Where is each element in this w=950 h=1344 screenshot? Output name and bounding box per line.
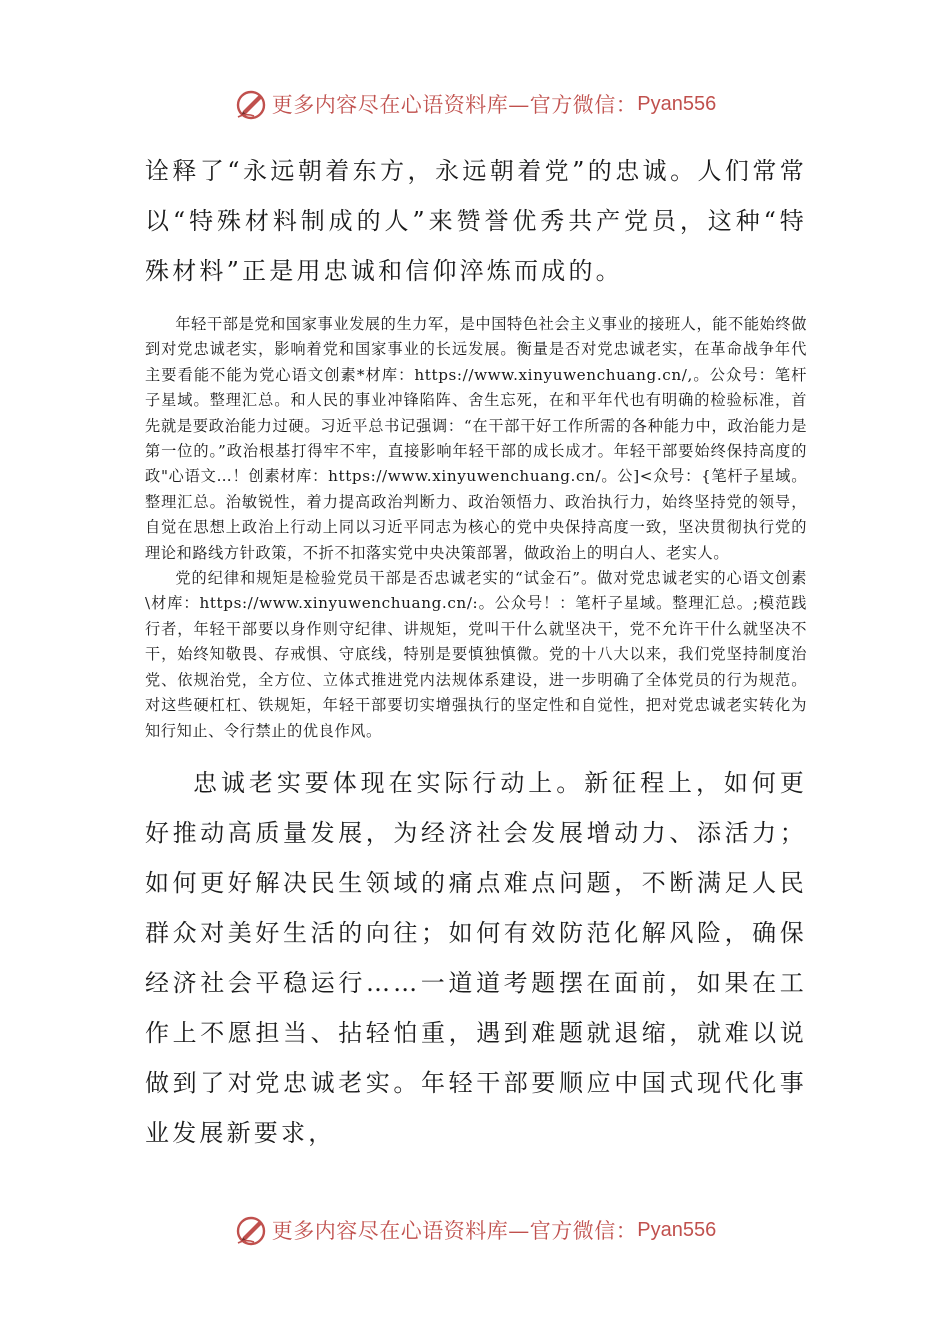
banner-wechat-id: Pyan556 [637,92,717,115]
banner-text: 更多内容尽在心语资料库—官方微信： [271,1219,638,1243]
paragraph-2: 年轻干部是党和国家事业发展的生力军，是中国特色社会主义事业的接班人，能不能始终做到对党忠诚老实，影响着党和国家事业的长远发展。衡量是否对党忠诚老实，在革命战争年代主要看能不能为党心语文创素*材库：https://www.xinyuwenchuang.cn/,。公众号：笔杆子星域。整理汇总。和人民的事业冲锋陷阵、舍生忘死，在和平年代也有明确的检验标准，首先就是要政治能力过硬。习近平总书记强调：“在干部干好工作所需的各种能力中，政治能力是第一位的。”政治根基打得牢不牢，直接影响年轻干部的成长成才。年轻干部要始终保持高度的政"心语文…！创素材库：https://www.xinyuwenchuang.cn/。公]<众号：{笔杆子星域。整理汇总。治敏锐性，着力提高政治判断力、政治领悟力、政治执行力，始终坚持党的领导，自觉在思想上政治上行动上同以习近平同志为核心的党中央保持高度一致，坚决贯彻执行党的理论和路线方针政策，不折不扣落实党中央决策部署，做政治上的明白人、老实人。 [145,315,807,562]
footer-banner [0,1210,950,1250]
paragraph-4: 忠诚老实要体现在实际行动上。新征程上，如何更好推动高质量发展，为经济社会发展增动力、添活力；如何更好解决民生领域的痛点难点问题，不断满足人民群众对美好生活的向往；如何有效防范化解风险，确保经济社会平稳运行……一道道考题摆在面前，如果在工作上不愿担当、拈轻怕重，遇到难题就退缩，就难以说做到了对党忠诚老实。年轻干部要顺应中国式现代化事业发展新要求， [145,768,807,1147]
document-body [145,146,807,1158]
banner-text: 更多内容尽在心语资料库—官方微信： [271,93,638,117]
paragraph-1: 诠释了“永远朝着东方，永远朝着党”的忠诚。人们常常以“特殊材料制成的人”来赞誉优秀共产党员，这种“特殊材料”正是用忠诚和信仰淬炼而成的。 [145,157,807,285]
pen-logo-icon [234,1213,268,1247]
pen-logo-icon [234,87,268,121]
header-banner [0,84,950,124]
paragraph-3: 党的纪律和规矩是检验党员干部是否忠诚老实的“试金石”。做对党忠诚老实的心语文创素\材库：https://www.xinyuwenchuang.cn/:。公众号！：笔杆子星域。整理汇总。;模范践行者，年轻干部要以身作则守纪律、讲规矩，党叫干什么就坚决干，党不允许干什么就坚决不干，始终知敬畏、存戒惧、守底线，特别是要慎独慎微。党的十八大以来，我们党坚持制度治党、依规治党，全方位、立体式推进党内法规体系建设，进一步明确了全体党员的行为规范。对这些硬杠杠、铁规矩，年轻干部要切实增强执行的坚定性和自觉性，把对党忠诚老实转化为知行知止、令行禁止的优良作风。 [145,569,807,740]
banner-wechat-id: Pyan556 [637,1218,717,1241]
